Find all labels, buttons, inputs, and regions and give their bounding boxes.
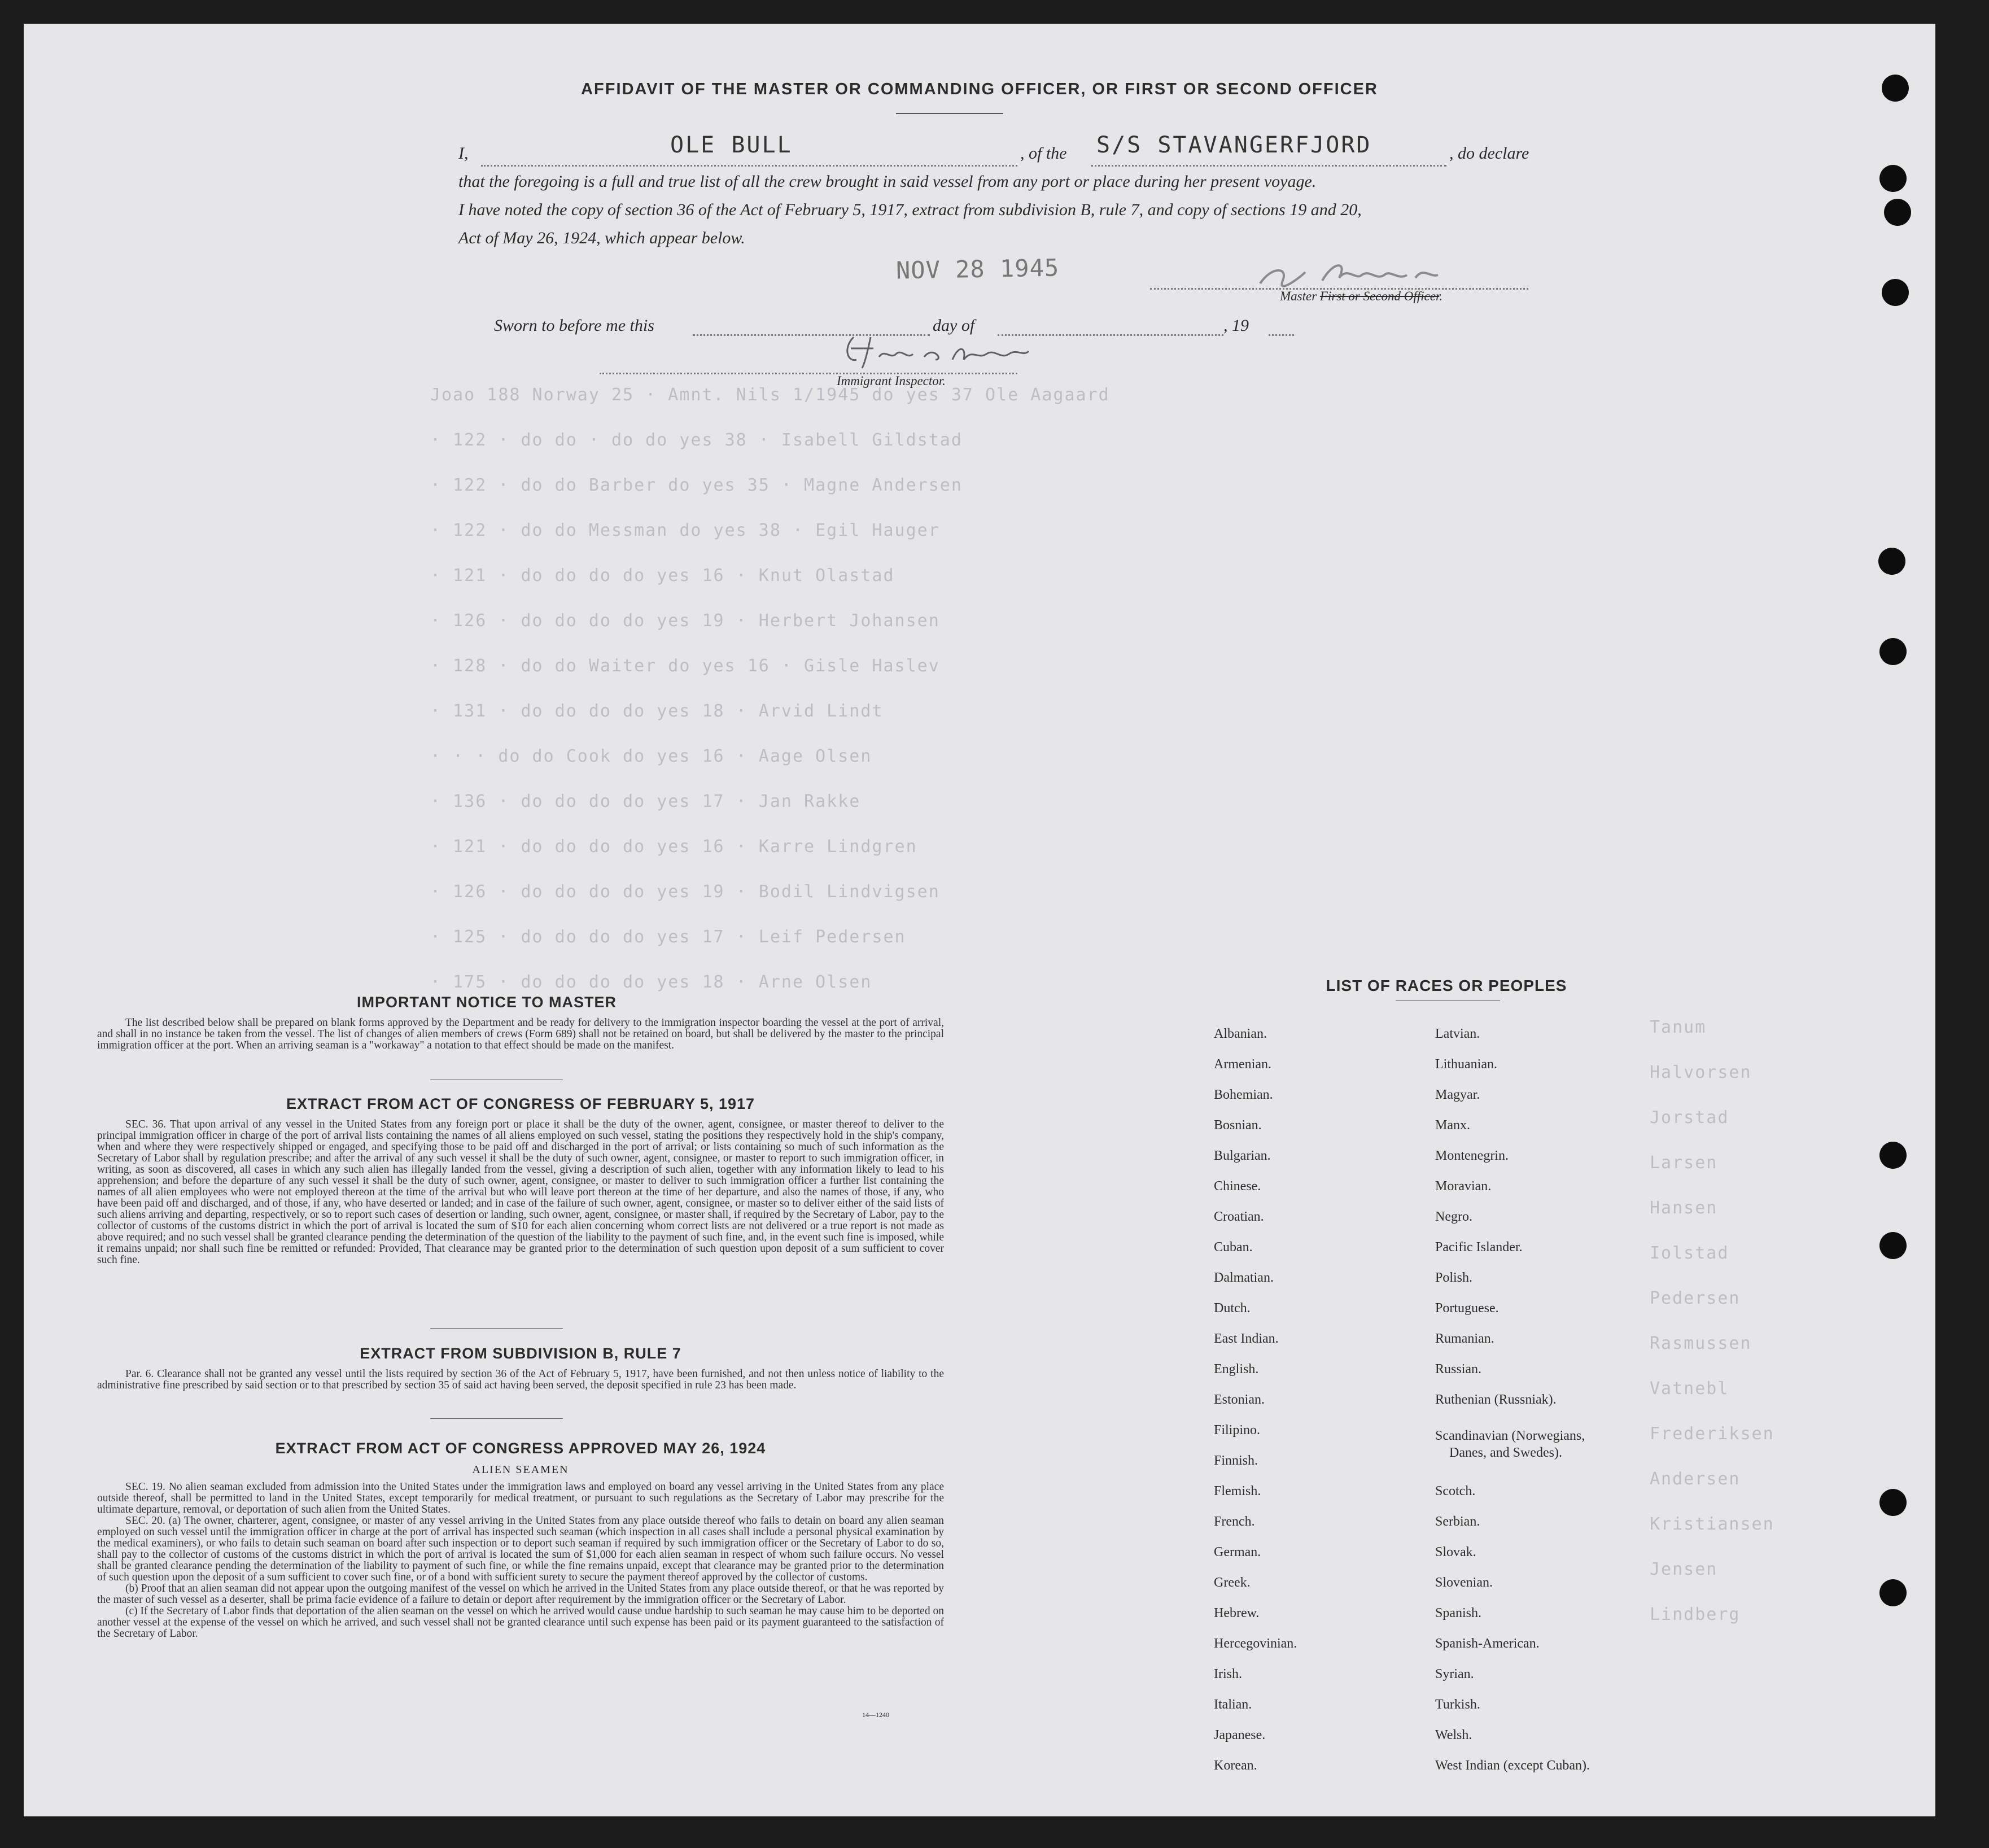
date-stamp: NOV 28 1945 (895, 254, 1060, 285)
race-item: Greek. (1214, 1575, 1251, 1590)
race-item: Cuban. (1214, 1240, 1253, 1255)
binder-hole (1879, 165, 1907, 192)
title-divider (896, 113, 1003, 114)
race-item: Russian. (1435, 1362, 1482, 1377)
master-name-line (481, 165, 1017, 167)
declaration-do-declare: , do declare (1449, 144, 1529, 163)
race-item: Manx. (1435, 1118, 1470, 1133)
vessel-name-line (1091, 165, 1446, 167)
extract-1917-text (97, 1119, 944, 1266)
race-item: Spanish-American. (1435, 1636, 1540, 1651)
race-item: Italian. (1214, 1697, 1252, 1712)
race-item: Hercegovinian. (1214, 1636, 1297, 1651)
section-20c-paragraph: (c) If the Secretary of Labor finds that deportation of the alien seaman on the vessel on which he arrived would cause undue hardship to such seaman he may cause him to be deported on another vessel at the expense of the vessel on which he arrived, and such vessel shall not be granted clearance until such expense has been paid or its payment guaranteed to the satisfaction of the Secretary of Labor. (97, 1605, 944, 1640)
section-20a-paragraph: SEC. 20. (a) The owner, charterer, agent, consignee, or master of any vessel arriving in the United States from any place outside thereof who fails to detain on board any alien seaman employed on such vessel until the immigration officer in charge at the port of arrival has inspected such seaman (which inspection in all cases shall include a personal physical examination by the medical examiners), or who fails to detain such seaman on board after such inspection or to deport such seaman if required by such immigration officer or the Secretary of Labor to do so, shall pay to the collector of customs of the customs district in which the port of arrival is located the sum of $1,000 for each alien seaman in respect of whom such failure occurs. No vessel shall be granted clearance pending the determination of the liability to payment of such fine, or while the fine remains unpaid, except that clearance may be granted prior to the determination of such question upon the deposit of a sum sufficient to cover such fine, or of a bond with sufficient surety to secure the payment thereof approved by the collector of customs. (97, 1515, 944, 1583)
declaration-line-3: I have noted the copy of section 36 of the Act of February 5, 1917, extract from subdivision B, rule 7, and copy of sections 19 and 20, (458, 200, 1362, 219)
race-item: Latvian. (1435, 1026, 1480, 1041)
declaration-line-4: Act of May 26, 1924, which appear below. (458, 229, 745, 247)
rule7-paragraph: Par. 6. Clearance shall not be granted any vessel until the lists required by section 36 of the Act of February 5, 1917, have been furnished, and not then unless notice of liability to the administrative fine prescribed by said section or to that prescribed by section 35 of said act having been served, the deposit specified in rule 23 has been made. (97, 1368, 944, 1391)
rule7-title: EXTRACT FROM SUBDIVISION B, RULE 7 (360, 1345, 681, 1362)
race-item: German. (1214, 1545, 1261, 1559)
declaration-i: I, (458, 144, 469, 163)
race-item: Armenian. (1214, 1057, 1271, 1072)
race-item: Hebrew. (1214, 1606, 1260, 1620)
race-item: Estonian. (1214, 1392, 1265, 1407)
race-item: Turkish. (1435, 1697, 1480, 1712)
race-item: Welsh. (1435, 1728, 1472, 1742)
binder-hole (1879, 1489, 1907, 1516)
race-item: Pacific Islander. (1435, 1240, 1523, 1255)
race-item: Albanian. (1214, 1026, 1267, 1041)
section-20b-paragraph: (b) Proof that an alien seaman did not appear upon the outgoing manifest of the vessel on which he arrived in the United States from any place outside thereof, or that he was reported by the master of such vessel as a deserter, shall be prima facie evidence of a failure to detain or deport after requirement by the immigration officer or the Secretary of Labor. (97, 1583, 944, 1606)
master-caption (1280, 289, 1442, 304)
race-item: Montenegrin. (1435, 1148, 1509, 1163)
race-item: Dalmatian. (1214, 1270, 1274, 1285)
vessel-name: S/S STAVANGERFJORD (1096, 132, 1372, 158)
race-item: Lithuanian. (1435, 1057, 1497, 1072)
sworn-year: , 19 (1223, 316, 1249, 335)
race-item: Slovenian. (1435, 1575, 1493, 1590)
extract-1917-title: EXTRACT FROM ACT OF CONGRESS OF FEBRUARY 5, 1917 (286, 1095, 755, 1112)
sworn-label: Sworn to before me this (494, 316, 654, 335)
race-item: Finnish. (1214, 1453, 1258, 1468)
race-item: Serbian. (1435, 1514, 1480, 1529)
race-item: Rumanian. (1435, 1331, 1494, 1346)
race-item: Croatian. (1214, 1209, 1264, 1224)
master-name: OLE BULL (670, 132, 793, 158)
race-item: French. (1214, 1514, 1255, 1529)
form-number: 14—1240 (862, 1711, 889, 1719)
binder-hole (1882, 279, 1909, 306)
binder-hole (1879, 1232, 1907, 1259)
declaration-of-the: , of the (1020, 144, 1067, 163)
notice-text (97, 1017, 944, 1051)
divider (430, 1328, 563, 1329)
race-item: Dutch. (1214, 1301, 1251, 1316)
rule7-text (97, 1369, 944, 1391)
race-item: Scotch. (1435, 1484, 1476, 1499)
race-item: Chinese. (1214, 1179, 1261, 1194)
section-36-paragraph: SEC. 36. That upon arrival of any vessel in the United States from any foreign port or place it shall be the duty of the owner, agent, consignee, or master thereof to deliver to the principal immigration officer in charge of the port of arrival lists containing the names of all aliens employed on such vessel, stating the positions they respectively hold in the ship's company, when and where they were respectively shipped or engaged, and specifying those to be paid off and discharged in the port of arrival; or lists containing so much of such information as the Secretary of Labor shall by regulation prescribe; and after the arrival of any such vessel it shall be the duty of such owner, agent, consignee, or master to report to such immigration officer, in writing, as soon as discovered, all cases in which any such alien has illegally landed from the vessel, giving a description of such alien, together with any information likely to lead to his apprehension; and before the departure of any such vessel it shall be the duty of such owner, agent, consignee, or master to deliver to such immigration officer a further list containing the names of all alien employees who were not employed thereon at the time of the arrival but who will leave port thereon at the time of her departure, and also the names of those, if any, who have been paid off and discharged, and of those, if any, who have deserted or landed; and in case of the failure of such owner, agent, consignee, or master so to deliver either of the said lists of such aliens arriving and departing, respectively, or so to report such cases of desertion or landing, such owner, agent, consignee, or master shall, if required by the Secretary of Labor, pay to the collector of customs of the customs district in which the port of arrival is located the sum of $10 for each alien concerning whom correct lists are not delivered or a true report is not made as above required; and no such vessel shall be granted clearance pending the determination of the question of the liability to the payment of such fine, and, in the event such fine is imposed, while it remains unpaid; nor shall such fine be remitted or refunded: Provided, That clearance may be granted prior to the determination of such question upon deposit of a sum sufficient to cover such fine. (97, 1119, 944, 1266)
race-item: English. (1214, 1362, 1259, 1377)
race-item: Portuguese. (1435, 1301, 1499, 1316)
binder-hole (1878, 548, 1905, 575)
sworn-year-line (1269, 334, 1294, 336)
extract-1924-title: EXTRACT FROM ACT OF CONGRESS APPROVED MAY 26, 1924 (275, 1440, 766, 1457)
race-item: Bohemian. (1214, 1087, 1273, 1102)
race-item: Bulgarian. (1214, 1148, 1271, 1163)
race-item: Flemish. (1214, 1484, 1261, 1499)
race-item: Irish. (1214, 1667, 1242, 1681)
race-item: Danes, and Swedes). (1449, 1445, 1562, 1460)
inspector-signature (831, 329, 1040, 374)
master-caption-struck: First or Second Officer (1319, 289, 1440, 303)
race-item: Spanish. (1435, 1606, 1482, 1620)
document-page: Joao 188 Norway 25 · Amnt. Nils 1/1945 do yes 37 Ole Aagaard · 122 · do do · do do yes 38 · Isabell Gildstad · 122 · do do Barber do yes 35 · Magne Andersen · 122 · do do Messman do yes 38 · Egil Hauger · 121 · do do do do yes 16 · Knut Olastad · 126 · do do do do yes 19 · Herbert Johansen · 128 · do do Waiter do yes 16 · Gisle Haslev · 131 · do do do do yes 18 · Arvid Lindt · · · do do Cook do yes 16 · Aage Olsen · 136 · do do do do yes 17 · Jan Rakke · 121 · do do do do yes 16 · Karre Lindgren · 126 · do do do do yes 19 · Bodil Lindvigsen · 125 · do do do do yes 17 · Leif Pedersen · 175 · do do do do yes 18 · Arne Olsen Tanum Halvorsen Jorstad Larsen Hansen Iolstad Pedersen Rasmussen Vatnebl Frederiksen Andersen Kristiansen Jensen Lindberg AFFIDAVIT OF THE MASTER OR COMMANDING OFFICER, OR FIRST OR SECOND OFFICER I, OLE BULL , of the S/S STAVANGERFJORD , do declare that the foregoing is a full and true list of all the crew brought in said vessel from any port or place during her present voyage. I have noted the copy of section 36 of the Act of February 5, 1917, extract from subdivision B, rule 7, and copy of sections 19 and 20, Act of May 26, 1924, which appear below. NOV 28 1945 Master First or Second Officer. Sworn to before me this day of , 19 Immigrant Inspector. IMPORTANT NOTICE TO MASTER The list described below shall be prepared on blank forms approved by the Department and be ready for delivery to the immigration inspector boarding the vessel at the port of arrival, and shall in no instance be taken from the vessel. The list of changes of alien members of crews (Form 689) shall not be retained on board, but shall be delivered by the master to the principal immigration officer at the port. When an arriving seaman is a "workaway" a notation to that effect should be made on the manifest. EXTRACT FROM ACT OF CONGRESS OF FEBRUARY 5, 1917 SEC. 36. That upon arrival of any vessel in the United States from any foreign port or place it shall be the duty of the owner, agent, consignee, or master thereof to deliver to the principal immigration officer in charge of the port of arrival lists containing the names of all aliens employed on such vessel, stating the positions they respectively hold in the ship's company, when and where they were respectively shipped or engaged, and specifying those to be paid off and discharged in the port of arrival; or lists containing so much of such information as the Secretary of Labor shall by regulation prescribe; and after the arrival of any such vessel it shall be the duty of such owner, agent, consignee, or master to report to such immigration officer, in writing, as soon as discovered, all cases in which any such alien has illegally landed from the vessel, giving a description of such alien, together with any information likely to lead to his apprehension; and before the departure of any such vessel it shall be the duty of such owner, agent, consignee, or master to deliver to such immigration officer a further list containing the names of all alien employees who were not employed thereon at the time of the arrival but who will leave port thereon at the time of her departure, and also the names of those, if any, who have been paid off and discharged, and of those, if any, who have deserted or landed; and in case of the failure of such owner, agent, consignee, or master so to deliver either of the said lists of such aliens arriving and departing, respectively, or so to report such cases of desertion or landing, such owner, agent, consignee, or master shall, if required by the Secretary of Labor, pay to the collector of customs of the customs district in which the port of arrival is located the sum of $10 for each alien concerning whom correct lists are not delivered or a true report is not made as above required; and no such vessel shall be granted clearance pending the determination of the question of the liability to the payment of such fine, and, in the event such fine is imposed, while it remains unpaid; nor shall such fine be remitted or refunded: Provided, That clearance may be granted prior to the determination of such question upon deposit of a sum sufficient to cover such fine. EXTRACT FROM SUBDIVISION B, RULE 7 Par. 6. Clearance shall not be granted any vessel until the lists required by section 36 of the Act of February 5, 1917, have been furnished, and not then unless notice of liability to the administrative fine prescribed by said section or to that prescribed by section 35 of said act having been served, the deposit specified in rule 23 has been made. EXTRACT FROM ACT OF CONGRESS APPROVED MAY 26, 1924 ALIEN SEAMEN SEC. 19. No alien seaman excluded from admission into the United States under the immigration laws and employed on board any vessel arriving in the United States from any place outside thereof, shall be permitted to land in the United States, except temporarily for medical treatment, or pursuant to such regulations as the Secretary of Labor may prescribe for the ultimate departure, removal, or deportation of such alien from the United States. SEC. 20. (a) The owner, charterer, agent, consignee, or master of any vessel arriving in the United States from any place outside thereof who fails to detain on board any alien seaman employed on such vessel until the immigration officer in charge at the port of arrival has inspected such seaman (which inspection in all cases shall include a personal physical examination by the medical examiners), or who fails to detain such seaman on board after such inspection or to deport such seaman if required by such immigration officer or the Secretary of Labor to do so, shall pay to the collector of customs of the customs district in which the port of arrival is located the sum of $1,000 for each alien seaman in respect of whom such failure occurs. No vessel shall be granted clearance pending the determination of the liability to payment of such fine, or while the fine remains unpaid, except that clearance may be granted prior to the determination of such question upon the deposit of a sum sufficient to cover such fine, or of a bond with sufficient surety to secure the payment thereof approved by the collector of customs. (b) Proof that an alien seaman did not appear upon the outgoing manifest of the vessel on which he arrived in the United States from any place outside thereof, or that he was reported by the master of such vessel as a deserter, shall be prima facie evidence of a failure to detain or deport after requirement by the immigration officer or the Secretary of Labor. (c) If the Secretary of Labor finds that deportation of the alien seaman on the vessel on which he arrived would cause undue hardship to such seaman he may cause him to be deported on another vessel at the expense of the vessel on which he arrived, and such vessel shall not be granted clearance until such expense has been paid or its payment guaranteed to the satisfaction of the Secretary of Labor. 14—1240 LIST OF RACES OR PEOPLES Albanian. Armenian. Bohemian. Bosnian. Bulgarian. Chinese. Croatian. Cuban. Dalmatian. Dutch. East Indian. English. Estonian. Filipino. Finnish. Flemish. French. German. Greek. Hebrew. Hercegovinian. Irish. Italian. Japanese. Korean. Latvian. Lithuanian. Magyar. Manx. Montenegrin. Moravian. Negro. Pacific Islander. Polish. Portuguese. Rumanian. Russian. Ruthenian (Russniak). Scandinavian (Norwegians, Danes, and Swedes). Scotch. Serbian. Slovak. Slovenian. Spanish. Spanish-American. Syrian. Turkish. Welsh. West Indian (except Cuban). (24, 24, 1935, 1816)
race-item: Ruthenian (Russniak). (1435, 1392, 1557, 1407)
race-item: Japanese. (1214, 1728, 1266, 1742)
race-item: Bosnian. (1214, 1118, 1262, 1133)
binder-hole (1879, 1142, 1907, 1169)
binder-hole (1879, 638, 1907, 665)
alien-seamen-subtitle: ALIEN SEAMEN (472, 1463, 569, 1476)
race-item: Negro. (1435, 1209, 1472, 1224)
binder-hole (1879, 1579, 1907, 1606)
notice-paragraph: The list described below shall be prepared on blank forms approved by the Department and be ready for delivery to the immigration inspector boarding the vessel at the port of arrival, and shall in no instance be taken from the vessel. The list of changes of alien members of crews (Form 689) shall not be retained on board, but shall be delivered by the master to the principal immigration officer at the port. When an arriving seaman is a "workaway" a notation to that effect should be made on the manifest. (97, 1017, 944, 1051)
race-item: Filipino. (1214, 1423, 1261, 1438)
declaration-line-2: that the foregoing is a full and true list of all the crew brought in said vessel from any port or place during her present voyage. (458, 172, 1317, 191)
race-item: Korean. (1214, 1758, 1257, 1773)
notice-title: IMPORTANT NOTICE TO MASTER (357, 994, 617, 1011)
race-item: Scandinavian (Norwegians, (1435, 1428, 1585, 1443)
race-item: Slovak. (1435, 1545, 1476, 1559)
master-caption-end: . (1439, 289, 1443, 303)
master-caption-master: Master (1280, 289, 1317, 303)
race-item: West Indian (except Cuban). (1435, 1758, 1590, 1773)
inspector-caption: Immigrant Inspector. (837, 374, 946, 388)
divider (430, 1418, 563, 1419)
races-title: LIST OF RACES OR PEOPLES (1326, 977, 1567, 994)
race-item: Moravian. (1435, 1179, 1492, 1194)
inspector-signature-line (600, 373, 1017, 374)
race-item: East Indian. (1214, 1331, 1279, 1346)
race-item: Polish. (1435, 1270, 1473, 1285)
extract-1924-text (97, 1482, 944, 1640)
race-item: Syrian. (1435, 1667, 1474, 1681)
sworn-day-of: day of (933, 316, 975, 335)
binder-hole (1884, 199, 1911, 226)
affidavit-title: AFFIDAVIT OF THE MASTER OR COMMANDING OFFICER, OR FIRST OR SECOND OFFICER (581, 80, 1378, 98)
race-item: Magyar. (1435, 1087, 1480, 1102)
section-19-paragraph: SEC. 19. No alien seaman excluded from admission into the United States under the immigration laws and employed on board any vessel arriving in the United States from any place outside thereof, shall be permitted to land in the United States, except temporarily for medical treatment, or pursuant to such regulations as the Secretary of Labor may prescribe for the ultimate departure, removal, or deportation of such alien from the United States. (97, 1481, 944, 1515)
